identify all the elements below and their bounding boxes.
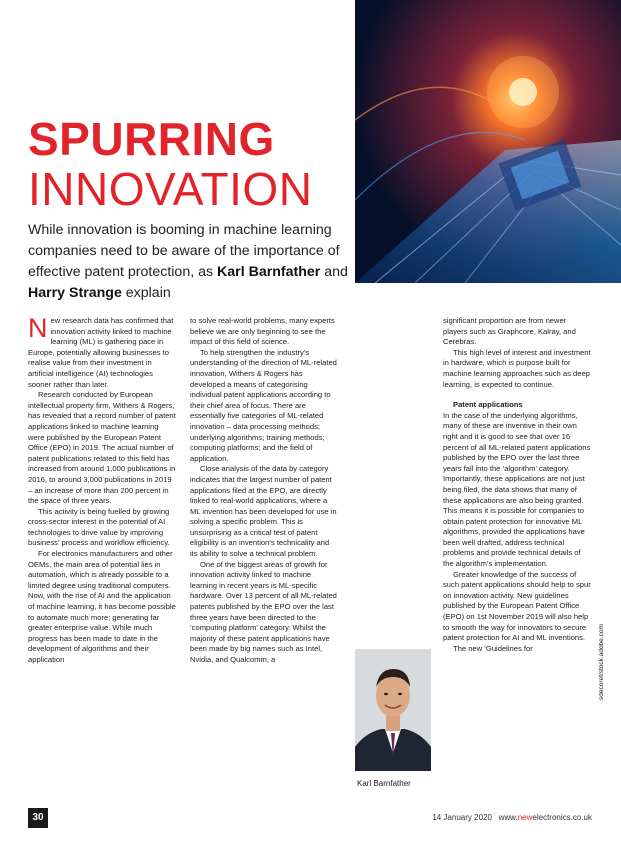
issue-date: 14 January 2020: [432, 813, 492, 822]
footer-url[interactable]: [499, 813, 592, 822]
body-column-1: [28, 313, 176, 666]
url-brand: new: [517, 813, 533, 822]
url-prefix: www.: [498, 813, 518, 822]
author-1: Karl Barnfather: [217, 264, 321, 280]
author-portrait: [355, 649, 431, 771]
section-subheading: Patent applications: [453, 400, 523, 410]
url-suffix: electronics.co.uk: [532, 813, 592, 822]
hero-image: [355, 0, 621, 283]
body-column-2: [190, 316, 338, 666]
portrait-illustration: [355, 649, 431, 771]
article-title-line1: [28, 113, 275, 165]
paragraph: significant proportion are from newer players such as Graphcore, Kalray, and Cerebras.: [443, 316, 576, 347]
paragraph: To help strengthen the industry’s understanding of the direction of ML-related innovation, Withers & Rogers has developed a means of categorising individual patent applications according to their chief area of focus. There are essentially five categories of ML-related innovation – data processing methods; underlying algorithms; training methods; computing platforms; and the field of application.: [190, 347, 337, 463]
paragraph: Research conducted by European intellectual property firm, Withers & Rogers, has revealed that a record number of patent applications linked to machine learning were published by the European Patent Office (EPO) in 2019. The actual number of patent publications related to this field has increased from around 1,000 publications in 2016, to around 3,000 publications in 2019 – an increase of more than 200 percent in the space of three years.: [28, 390, 176, 506]
portrait-caption: Karl Barnfather: [357, 779, 411, 788]
standfirst-text: While innovation is booming in machine learning companies need to be aware of the importance of effective patent protection, as: [28, 222, 340, 280]
ai-chip-illustration: [355, 0, 621, 283]
page-footer: [432, 813, 592, 822]
paragraph: The new ‘Guidelines for: [453, 643, 533, 653]
paragraph: One of the biggest areas of growth for innovation activity linked to machine learning in recent years is ML-specific hardware. Over 13 percent of all ML-related patents published by the EPO over the last three years have been directed to the ‘computing platform’ category. Whilst the majority of these patent applications have been made by big names such as Intel, Nvidia, and Qualcomm, a: [190, 559, 337, 664]
paragraph: This activity is being fuelled by growing cross-sector interest in the potential of AI technologies to drive value by improving business’ process and workflow efficiency.: [28, 506, 170, 548]
author-2: Harry Strange: [28, 285, 122, 301]
standfirst: [28, 220, 358, 304]
drop-cap: N: [28, 313, 48, 343]
article-title-line2: [28, 163, 313, 215]
standfirst-and: and: [320, 264, 348, 280]
paragraph: to solve real-world problems, many experts believe we are only beginning to see the impact of this field of science.: [190, 316, 335, 347]
paragraph: [28, 313, 176, 390]
image-credit: sdecoret/stock.adobe.com: [598, 624, 605, 700]
paragraph: This high level of interest and investment in hardware, which is purpose built for machine learning approaches such as deep learning, is expected to continue.: [443, 347, 591, 389]
body-column-3: [443, 316, 592, 654]
paragraph: Greater knowledge of the success of such patent applications should help to spur on innovation activity. New guidelines published by the European Patent Office (EPO) on 1st November 2019 will also help to smooth the way for innovators to secure patent protection for AI and ML inventions.: [443, 569, 591, 643]
paragraph: For electronics manufacturers and other OEMs, the main area of potential lies in automation, which is already possible to a limited degree using traditional computers. Now, with the rise of AI and the application of machine learning, it has become possible to automate much more; generating far greater enterprise value. While much progress has been made to date in the development of algorithms and their application: [28, 549, 176, 664]
paragraph: In the case of the underlying algorithms, many of these are inventive in their own right and it is good to see that over 16 percent of all ML-related patent applications published by the EPO over the last three years fall into the ‘algorithm’ category. Importantly, these applications are not just being filed, the data shows that many of these applications are also being granted. This means it is possible for companies to obtain patent protection for innovative ML algorithms, provided the applications have been well drafted, address technical problems and provide technical details of the algorithm’s implementation.: [443, 410, 591, 569]
title-word-2: INNOVATION: [28, 163, 313, 215]
paragraph: Close analysis of the data by category indicates that the largest number of patent applications filed at the EPO, are directly linked to real-world applications, where a ML invention has been developed for use in solving a specific problem. This is unsurprising as a critical test of patent eligibility is an invention’s technicality and its ability to solve a technical problem.: [190, 464, 337, 559]
standfirst-end: explain: [121, 285, 171, 301]
page-number: 30: [28, 808, 48, 828]
title-word-1: SPURRING: [28, 113, 275, 165]
paragraph-text: ew research data has confirmed that innovation activity linked to machine learning (ML) is gathering pace in Europe, potentially allowing businesses to realise value from their investment in artificial intelligence (AI) technologies sooner rather than later.: [28, 316, 174, 389]
